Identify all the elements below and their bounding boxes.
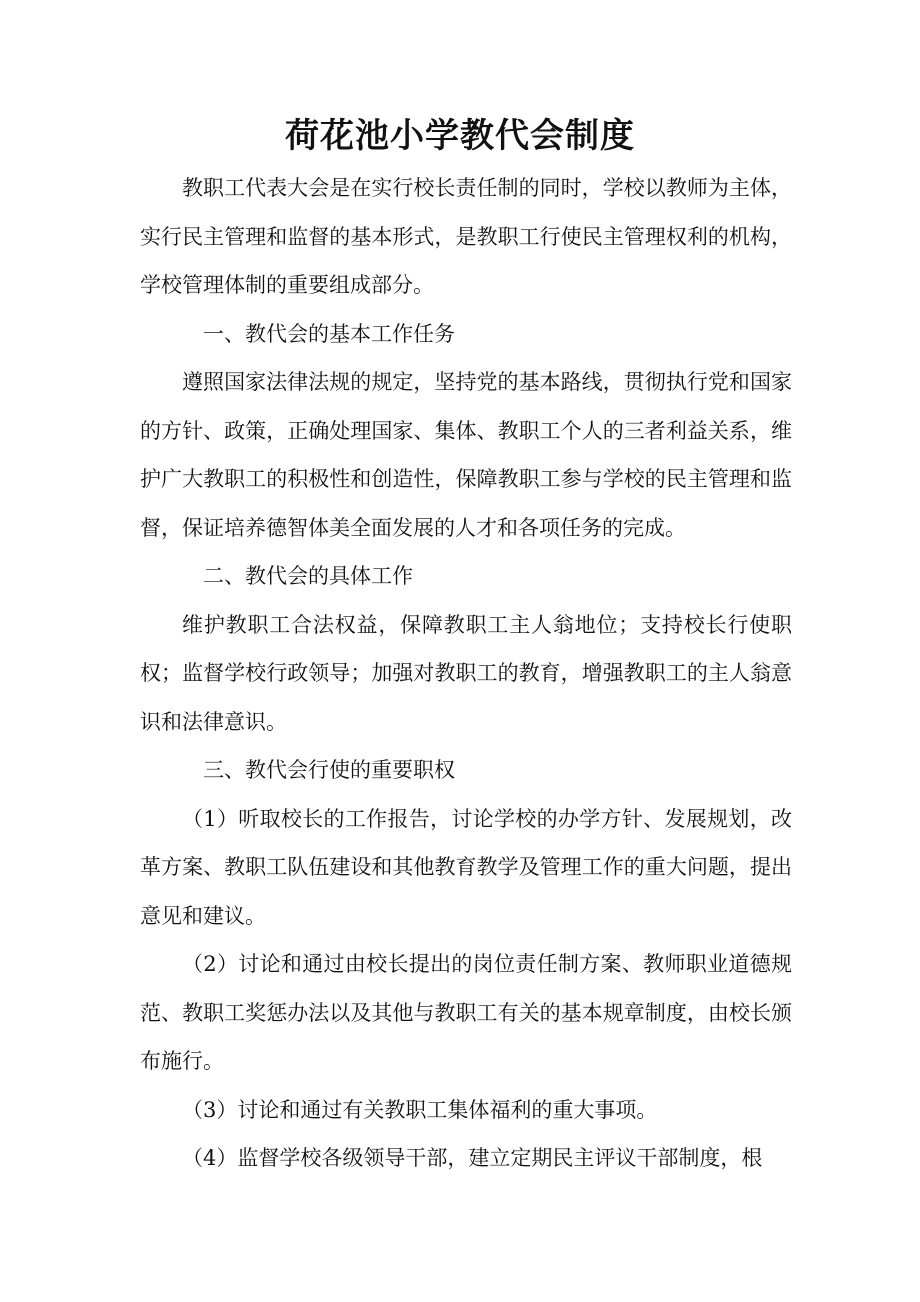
section-heading-3: 三、教代会行使的重要职权 bbox=[203, 758, 455, 782]
document-title: 荷花池小学教代会制度 bbox=[285, 116, 635, 156]
intro-paragraph: 教职工代表大会是在实行校长责任制的同时，学校以教师为主体，实行民主管理和监督的基本形式，是教职工行使民主管理权利的机构，学校管理体制的重要组成部分。 bbox=[140, 176, 792, 297]
section-2-paragraph: 维护教职工合法权益，保障教职工主人翁地位；支持校长行使职权；监督学校行政领导；加强对教职工的教育，增强教职工的主人翁意识和法律意识。 bbox=[140, 612, 792, 734]
list-item-3: （3）讨论和通过有关教职工集体福利的重大事项。 bbox=[182, 1097, 658, 1122]
list-item-4: （4）监督学校各级领导干部，建立定期民主评议干部制度，根 bbox=[182, 1146, 763, 1170]
section-heading-1: 一、教代会的基本工作任务 bbox=[203, 321, 455, 346]
document-body bbox=[140, 164, 792, 1183]
section-1-paragraph: 遵照国家法律法规的规定，坚持党的基本路线，贯彻执行党和国家的方针、政策，正确处理国家、集体、教职工个人的三者利益关系，维护广大教职工的积极性和创造性，保障教职工参与学校的民主管理和监督，保证培养德智体美全面发展的人才和各项任务的完成。 bbox=[140, 370, 792, 540]
list-item-2: （2）讨论和通过由校长提出的岗位责任制方案、教师职业道德规范、教职工奖惩办法以及其他与教职工有关的基本规章制度，由校长颁布施行。 bbox=[140, 952, 792, 1073]
list-item-1: （1）听取校长的工作报告，讨论学校的办学方针、发展规划，改革方案、教职工队伍建设和其他教育教学及管理工作的重大问题，提出意见和建议。 bbox=[140, 806, 792, 928]
section-heading-2: 二、教代会的具体工作 bbox=[203, 564, 413, 588]
